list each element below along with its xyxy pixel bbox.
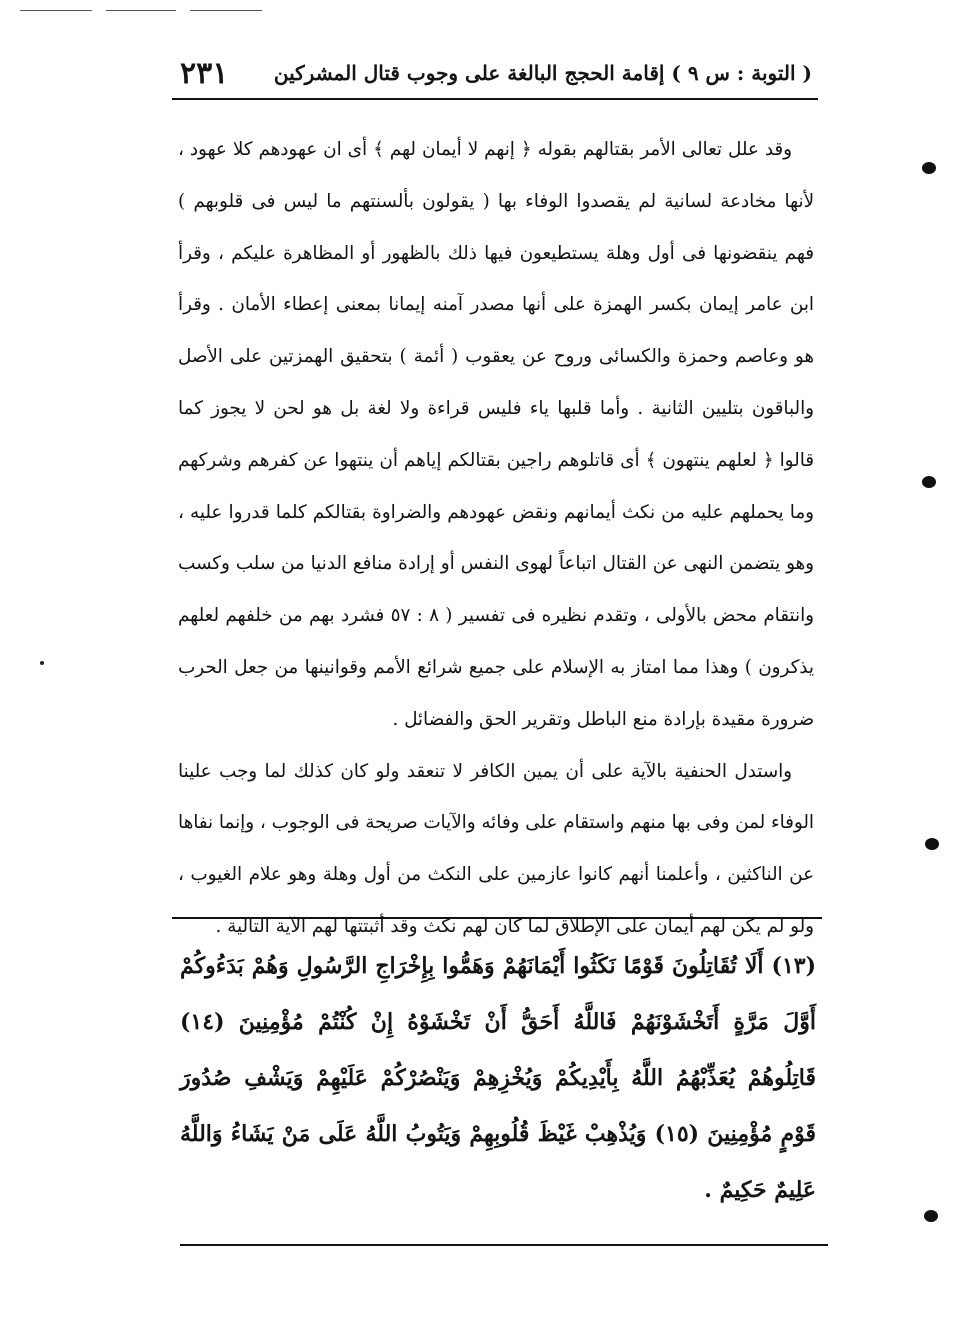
scan-blot bbox=[922, 162, 936, 174]
scan-edge-rule bbox=[190, 10, 262, 11]
scan-blot bbox=[925, 838, 939, 850]
commentary-paragraph: وقد علل تعالى الأمر بقتالهم بقوله ﴿ إنهم لا أيمان لهم ﴾ أى ان عهودهم كلا عهود ، لأنها مخادعة لسانية لم يقصدوا الوفاء بها ( يقولون بألسنتهم ما ليس فى قلوبهم ) فهم ينقضونها فى أول وهلة يستطيعون فيها ذلك بالظهور أو المظاهرة عليكم ، وقرأ ابن عامر إيمان بكسر الهمزة على أنها مصدر آمنه إيمانا بمعنى إعطاء الأمان . وقرأ هو وعاصم وحمزة والكسائى وروح عن يعقوب ( أئمة ) بتحقيق الهمزتين على الأصل والباقون بتليين الثانية . وأما قلبها ياء فليس قراءة ولا لغة بل هو لحن لا يجوز كما قالوا ﴿ لعلهم ينتهون ﴾ أى قاتلوهم راجين بقتالكم إياهم أن ينتهوا عن كفرهم وشركهم وما يحملهم عليه من نكث أيمانهم ونقض عهودهم والضراوة بقتالكم كلما قدروا عليه ، وهو يتضمن النهى عن القتال اتباعاً لهوى النفس أو إرادة منافع الدنيا من سلب وكسب وانتقام محض بالأولى ، وتقدم نظيره فى تفسير ( ٨ : ٥٧ فشرد بهم من خلفهم لعلهم يذكرون ) وهذا مما امتاز به الإسلام على جميع شرائع الأمم وقوانينها من جعل الحرب ضرورة مقيدة بإرادة منع الباطل وتقرير الحق والفضائل . bbox=[178, 139, 815, 730]
header-rule bbox=[172, 98, 818, 100]
commentary-text bbox=[178, 124, 814, 953]
scan-blot bbox=[924, 1210, 938, 1222]
running-title: ( التوبة : س ٩ ) إقامة الحجج البالغة على وجوب قتال المشركين bbox=[273, 61, 812, 85]
section-rule bbox=[172, 917, 822, 919]
page-header bbox=[172, 50, 812, 96]
quran-verses: (١٣) أَلَا تُقَاتِلُونَ قَوْمًا نَكَثُوا أَيْمَانَهُمْ وَهَمُّوا بِإِخْرَاجِ الرَّسُولِ وَهُمْ بَدَءُوكُمْ أَوَّلَ مَرَّةٍ أَتَخْشَوْنَهُمْ فَاللَّهُ أَحَقُّ أَنْ تَخْشَوْهُ إِنْ كُنْتُمْ مُؤْمِنِينَ (١٤) قَاتِلُوهُمْ يُعَذِّبْهُمُ اللَّهُ بِأَيْدِيكُمْ وَيُخْزِهِمْ وَيَنْصُرْكُمْ عَلَيْهِمْ وَيَشْفِ صُدُورَ قَوْمٍ مُؤْمِنِينَ (١٥) وَيُذْهِبْ غَيْظَ قُلُوبِهِمْ وَيَتُوبُ اللَّهُ عَلَى مَنْ يَشَاءُ وَاللَّهُ عَلِيمٌ حَكِيمٌ . bbox=[180, 953, 816, 1203]
commentary-paragraph: واستدل الحنفية بالآية على أن يمين الكافر لا تنعقد ولو كان كذلك لما وجب علينا الوفاء لمن وفى بها منهم واستقام على وفائه والآيات صريحة فى الوجوب ، وإنما نفاها عن الناكثين ، وأعلمنا أنهم كانوا عازمين على النكث من أول وهلة وهو علام الغيوب ، ولو لم يكن لهم أيمان على الإطلاق لما كان لهم نكث وقد أثبتتها لهم الآية التالية . bbox=[178, 760, 814, 937]
scan-edge-rule bbox=[20, 10, 92, 11]
footer-rule bbox=[180, 1244, 828, 1246]
scan-blot bbox=[922, 476, 936, 488]
scan-edge-rule bbox=[106, 10, 176, 11]
page-number: ٢٣١ bbox=[180, 55, 229, 91]
scan-speck bbox=[40, 661, 44, 665]
